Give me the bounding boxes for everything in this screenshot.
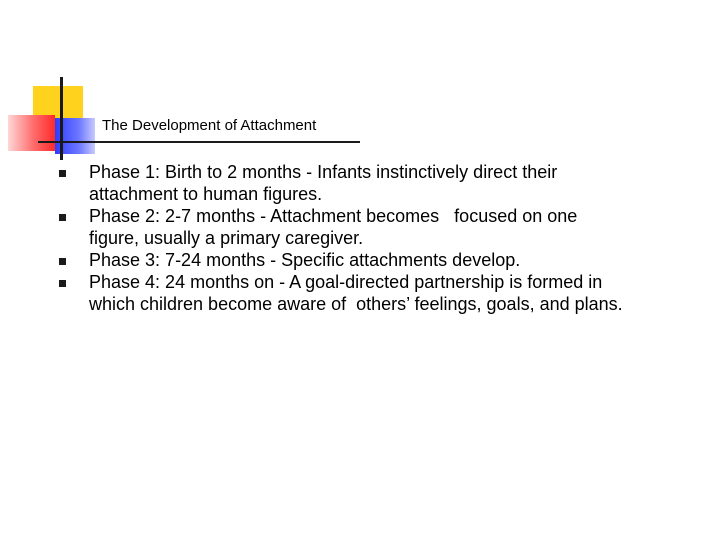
bullet-text-line: Phase 1: Birth to 2 months - Infants instinctively direct their [89, 162, 558, 182]
decorative-vertical-line [60, 77, 63, 160]
bullet-text-line: figure, usually a primary caregiver. [89, 228, 364, 248]
bullet-text-line: Phase 4: 24 months on - A goal-directed partnership is formed in [89, 272, 603, 292]
bullet-text-line: Phase 2: 2-7 months - Attachment becomes focused on one [89, 206, 578, 226]
list-item [0, 161, 699, 205]
bullet-list [0, 161, 720, 315]
list-item [0, 271, 699, 315]
bullet-text-line: Phase 3: 7-24 months - Specific attachments develop. [89, 250, 521, 270]
list-item [0, 249, 699, 271]
square-bullet-icon [59, 280, 66, 287]
title-underline [38, 141, 360, 143]
list-item [0, 205, 699, 249]
square-bullet-icon [59, 214, 66, 221]
square-bullet-icon [59, 170, 66, 177]
bullet-text-line: which children become aware of others’ feelings, goals, and plans. [89, 294, 623, 314]
bullet-text-line: attachment to human figures. [89, 184, 323, 204]
square-bullet-icon [59, 258, 66, 265]
slide-title: The Development of Attachment [102, 117, 317, 134]
decorative-red-bar [8, 115, 55, 151]
